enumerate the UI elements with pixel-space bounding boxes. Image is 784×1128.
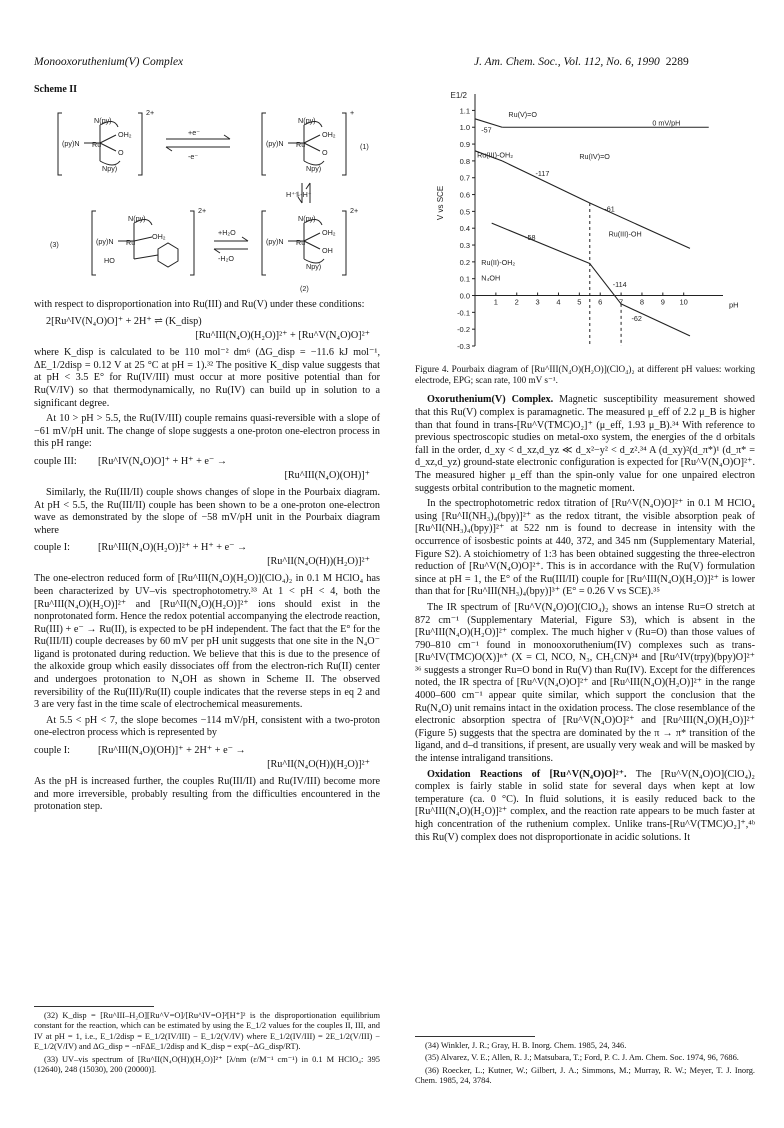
x-tick-label: 9 xyxy=(660,297,665,307)
chart-annotation: -58 xyxy=(525,232,536,242)
y-tick-label: 0.5 xyxy=(459,207,470,217)
y-tick-label: -0.1 xyxy=(457,308,470,318)
charge-label: 2+ xyxy=(350,205,359,215)
equation xyxy=(34,541,380,569)
x-tick-label: 5 xyxy=(577,297,582,307)
paragraph: At 5.5 < pH < 7, the slope becomes −114 mV/pH, consistent with a two-proton one-electron process which is represented by xyxy=(34,714,380,739)
right-column xyxy=(415,80,755,847)
paragraph-text: Magnetic susceptibility measurement showed that this Ru(V) complex is paramagnetic. The measured μ_eff of 2.2 μ_B is higher than that found in trans-[Ru^V(TMC)O₂]⁺ (μ_eff, 1.93 μ_B).³⁴ With reference to previous spectroscopic studies on metal-oxo system, the energies of the d orbitals fall in the order, d_xy < d_xz,d_yz ≪ d_x²−y² < d_z².³⁴ A (d_xy)²(d_π*)¹ (d_π* = d_xz,d_yz) ground-state electronic configuration is expected for [Ru^V(N₄O)O]²⁺. The measured higher μ_eff than the spin-only value for one unpaired electron suggests orbital contribution to the magnetic moment. xyxy=(415,394,756,494)
arrow-label: -H₂O xyxy=(218,253,234,263)
scheme-label: N(py) xyxy=(298,115,316,125)
footnote-rule xyxy=(415,1036,535,1037)
footnote-rule xyxy=(34,1006,154,1007)
left-column xyxy=(34,84,380,817)
scheme-number: (2) xyxy=(300,283,309,293)
scheme-label: Npy) xyxy=(306,261,322,271)
chart-annotation: -62 xyxy=(631,313,642,323)
chart-annotation: -61 xyxy=(604,204,615,214)
x-tick-label: 8 xyxy=(639,297,645,307)
scheme-label: Npy) xyxy=(102,163,118,173)
journal-name: J. Am. Chem. Soc., Vol. 112, No. 6, 1990 xyxy=(474,56,660,68)
scheme-ii-figure xyxy=(34,99,380,299)
equation-line: [Ru^III(N₄O)(OH)]⁺ + 2H⁺ + e⁻ → xyxy=(98,745,246,757)
figure-caption: Figure 4. Pourbaix diagram of [Ru^III(N₄O)(H₂O)](ClO₄)₂ at different pH values: working electrode, EPG; scan rate, 100 mV s⁻¹. xyxy=(415,364,755,386)
chart-annotation: Ru(III)-OH xyxy=(608,229,642,239)
x-tick-label: 2 xyxy=(514,297,519,307)
pourbaix-chart xyxy=(415,80,755,360)
paragraph-text: The [Ru^V(N₄O)O](ClO₄)₂ complex is fairly stable in solid state for several days when kept at low temperature (ca. 0 °C). In fluid solutions, it is easily reduced back to the [Ru^III(N₄O)(H₂O)]²⁺ complex, and the reaction rate appears to be much faster at high concentration of the ruthenium complex. Unlike trans-[Ru^V(TMC)O₂]⁺,⁴ᵇ this Ru(V) complex does not disproportionate in acidic solutions. It xyxy=(415,768,755,843)
chart-layer xyxy=(436,91,739,351)
scheme-label: OH₂ xyxy=(118,129,132,139)
y-axis-top-label: E1/2 xyxy=(450,91,467,100)
footnote: (34) Winkler, J. R.; Gray, H. B. Inorg. Chem. 1985, 24, 346. xyxy=(425,1041,627,1050)
scheme-label: O xyxy=(322,147,328,157)
scheme-label: Npy) xyxy=(306,163,322,173)
scheme-title: Scheme II xyxy=(34,84,78,95)
scheme-label: Ru xyxy=(126,237,136,247)
y-tick-label: -0.2 xyxy=(457,325,470,335)
y-tick-label: 1.0 xyxy=(459,123,470,133)
chart-annotation: -114 xyxy=(612,280,627,290)
scheme-label: OH₂ xyxy=(152,231,166,241)
x-tick-label: 3 xyxy=(535,297,540,307)
journal-citation xyxy=(474,56,689,68)
equation-line: 2[Ru^IV(N₄O)O]⁺ + 2H⁺ ⇌ (K_disp) xyxy=(46,316,202,328)
y-tick-label: 0.2 xyxy=(459,257,470,267)
x-tick-label: 4 xyxy=(556,297,561,307)
section-heading: Oxoruthenium(V) Complex. xyxy=(427,394,554,406)
x-axis-label: pH xyxy=(729,300,739,310)
scheme-label: Ru xyxy=(296,139,306,149)
x-tick-label: 1 xyxy=(493,297,498,307)
x-tick-label: 6 xyxy=(598,297,603,307)
paragraph: where K_disp is calculated to be 110 mol⁻² dm⁶ (ΔG_disp = −11.6 kJ mol⁻¹, ΔE_1/2disp = 0.12 V at 25 °C at pH = 1).³² The positive K_disp value suggests that at pH < 3.5 E° for Ru(IV/III) must occur at more positive potential than for Ru(V/IV) so that thermodynamically, no Ru(IV) can build up in solution to a significant degree. xyxy=(34,347,380,409)
equation-line: [Ru^III(N₄O)(H₂O)]²⁺ + [Ru^V(N₄O)O]²⁺ xyxy=(195,330,370,342)
equation xyxy=(34,744,380,772)
y-axis-label: V vs SCE xyxy=(436,185,445,221)
arrow-label: +H₂O xyxy=(218,227,236,237)
arrow-label: H⁺⥮-H⁺ xyxy=(286,189,312,199)
chart-annotation: -117 xyxy=(535,169,550,179)
equation-line: [Ru^III(N₄O)(OH)]⁺ xyxy=(284,469,370,481)
footnote: (32) K_disp = [Ru^III–H₂O][Ru^V=O]/[Ru^IV=O]²[H⁺]² is the disproportionation equilibrium constant for the reaction, which can be estimated by using the E_1/2 values for the couples II, III, and IV at pH = 1, i.e., E_1/2disp = E_1/2(IV/III) − E_1/2(V/IV) where E_1/2(IV/III) = 2E_1/2(V/III) − E_1/2(V/IV) and ΔG_disp = −nFΔE_1/2disp and K_disp = exp(−ΔG_disp/RT). xyxy=(34,1011,380,1052)
y-tick-label: -0.3 xyxy=(457,342,470,351)
scheme-label: (py)N xyxy=(266,138,284,148)
y-tick-label: 0.6 xyxy=(459,190,470,200)
chart-annotation: Ru(II)-OH₂ xyxy=(481,258,516,268)
scheme-label: N(py) xyxy=(298,213,316,223)
y-tick-label: 0.8 xyxy=(459,156,470,166)
series-line xyxy=(502,161,590,203)
y-tick-label: 0.1 xyxy=(459,274,470,284)
paragraph: The IR spectrum of [Ru^V(N₄O)O](ClO₄)₂ shows an intense Ru=O stretch at 872 cm⁻¹ (Supplementary Material, Figure S3), which is absent in the [Ru^III(N₄O)(H₂O)]²⁺ complex. The much higher ν (Ru=O) than those values of 790–810 cm⁻¹ found in monooxoruthenium(IV) complexes such as trans-[Ru^IV(TMC)O(X)]ⁿ⁺ (X = Cl, NCO, N₃, CH₃CN)³⁴ and [Ru^IV(trpy)(bpy)O]²⁺ ³⁶ suggests a stronger Ru=O bond in Ru(V) than Ru(IV). Except for the differences noted, the IR spectra of [Ru^V(N₄O)O]²⁺ and [Ru^III(N₄O)(H₂O)]²⁺ in the range 4000–600 cm⁻¹ appear quite similar, which support the conclusion that the Ru(N₄O) unit remains intact in the oxidation process. The close resemblance of the electronic absorption spectra of [Ru^V(N₄O)O]²⁺ and [Ru^III(N₄O)(H₂O)]²⁺ (Figure 5) suggests that the spectra are dominated by the π → π* transition of the ligand, and d–d transitions, if present, are usually very weak and will be masked by the intense intraligand transitions. xyxy=(415,601,755,765)
chart-annotation: N₄OH xyxy=(481,273,501,283)
chart-annotation: Ru(III)-OH₂ xyxy=(477,150,514,160)
y-tick-label: 0.4 xyxy=(459,224,470,234)
scheme-label: O xyxy=(118,147,124,157)
arrow-label: -e⁻ xyxy=(188,151,199,161)
chart-annotation: -57 xyxy=(481,125,492,135)
paragraph xyxy=(415,769,755,845)
couple-label: couple I: xyxy=(34,542,70,554)
chart-annotation: 0 mV/pH xyxy=(652,118,681,128)
scheme-number: (1) xyxy=(360,141,369,151)
equation-line: [Ru^II(N₄O(H))(H₂O)]²⁺ xyxy=(267,556,370,568)
scheme-label: (py)N xyxy=(96,236,114,246)
scheme-number: (3) xyxy=(50,239,59,249)
footnote: (33) UV–vis spectrum of [Ru^II(N₄O(H))(H₂O)]²⁺ [λ/nm (ε/M⁻¹ cm⁻¹) in 0.1 M HClO₄: 395 (12640), 248 (15030), 200 (20000)]. xyxy=(34,1054,380,1075)
paragraph: As the pH is increased further, the couples Ru(III/II) and Ru(IV/III) become more and more irreversible, probably resulting from the difficulties encountered in the protonation step. xyxy=(34,776,380,813)
scheme-label: (py)N xyxy=(62,138,80,148)
paragraph: The one-electron reduced form of [Ru^III(N₄O)(H₂O)](ClO₄)₂ in 0.1 M HClO₄ has been characterized by UV–vis spectrophotometry.³³ At 1 < pH < 4, both the [Ru^III(N₄O)(H₂O)]²⁺ and [Ru^II(N₄O)(H₂O)]²⁺ ions should exist in the nonprotonated form. Hence the redox potential accompanying the electrode reaction, Ru(III) + e⁻ → Ru(II), is expected to be pH independent. The fact that the E° for the Ru(III/II) couple decreases by 60 mV per pH unit suggests that one site in the N₄O⁻ ligand is protonated during reduction. We believe that this is due to the presence of the alkoxide group which easily dissociates off from the electron-rich Ru(II) center and undergoes protonation to N₄OH as shown in Scheme II. The observed reversibility of the Ru(III)/Ru(II) couple indicates that the reverse steps in eq 2 and 3 are very fast in the time scale of electrochemical measurements. xyxy=(34,573,380,711)
scheme-label: Ru xyxy=(92,139,102,149)
equation xyxy=(34,455,380,483)
couple-label: couple III: xyxy=(34,455,77,467)
running-head: Monooxoruthenium(V) Complex xyxy=(34,56,184,68)
scheme-label: N(py) xyxy=(128,213,146,223)
arrow-label: +e⁻ xyxy=(188,127,200,137)
scheme-label: (py)N xyxy=(266,236,284,246)
y-tick-label: 0.0 xyxy=(459,291,470,301)
scheme-label: OH₂ xyxy=(322,227,336,237)
charge-label: 2+ xyxy=(198,205,207,215)
y-tick-label: 0.7 xyxy=(459,173,470,183)
charge-label: + xyxy=(350,107,355,117)
left-footnotes xyxy=(34,1000,380,1077)
right-footnotes xyxy=(415,1030,755,1089)
equation-line: [Ru^III(N₄O)(H₂O)]²⁺ + H⁺ + e⁻ → xyxy=(98,542,248,554)
paragraph: At 10 > pH > 5.5, the Ru(IV/III) couple remains quasi-reversible with a slope of −61 mV/pH unit. The change of slope suggests a one-proton one-electron process in this pH range: xyxy=(34,413,380,450)
page-number: 2289 xyxy=(665,56,689,68)
chart-annotation: Ru(V)=O xyxy=(508,110,537,120)
x-tick-label: 10 xyxy=(679,297,688,307)
scheme-label: OH₂ xyxy=(322,129,336,139)
footnote: (35) Alvarez, V. E.; Allen, R. J.; Matsubara, T.; Ford, P. C. J. Am. Chem. Soc. 1974, 96, 7686. xyxy=(425,1053,739,1063)
chart-annotation: Ru(IV)=O xyxy=(579,152,610,162)
section-heading: Oxidation Reactions of [Ru^V(N₄O)O]²⁺. xyxy=(427,768,627,780)
scheme-label: HO xyxy=(104,255,115,265)
equation-line: [Ru^II(N₄O(H))(H₂O)]²⁺ xyxy=(267,759,370,771)
footnote: (36) Roecker, L.; Kutner, W.; Gilbert, J. A.; Simmons, M.; Murray, R. W.; Meyer, T. J. Inorg. Chem. 1985, 24, 3784. xyxy=(415,1065,755,1086)
y-tick-label: 0.9 xyxy=(459,140,470,150)
couple-label: couple I: xyxy=(34,745,70,757)
y-tick-label: 1.1 xyxy=(459,106,470,116)
equation-line: [Ru^IV(N₄O)O]⁺ + H⁺ + e⁻ → xyxy=(98,455,228,467)
paragraph: In the spectrophotometric redox titration of [Ru^V(N₄O)O]²⁺ in 0.1 M HClO₄ using [Ru^II(NH₃)₄(bpy)]²⁺ as the redox titrant, the visible absorption peak of [Ru^II(NH₃)₄(bpy)]²⁺ at 522 nm is found to decrease in intensity with the occurrence of isosbestic points at 440, 372, and 345 nm (Supplementary Material, Figure S2). A stoichiometry of 1:3 has been obtained suggesting the three-electron reduction of [Ru^V(N₄O)O]²⁺. This is in accordance with the Ru(V) formulation since at pH = 1, the E° of the Ru(III/II) couple for [Ru^III(N₄O)(H₂O)]²⁺ is lower than that for [Ru^III(NH₃)₄(bpy)]³⁺ (E° = 0.26 V vs SCE).³⁵ xyxy=(415,498,755,598)
charge-label: 2+ xyxy=(146,107,155,117)
paragraph: with respect to disproportionation into Ru(III) and Ru(V) under these conditions: xyxy=(34,298,365,310)
scheme-label: N(py) xyxy=(94,115,112,125)
scheme-label: Ru xyxy=(296,237,306,247)
paragraph: Similarly, the Ru(III/II) couple shows changes of slope in the Pourbaix diagram. At pH < 5.5, the Ru(III/II) couple has been shown to be a one-proton one-electron wave as demonstrated by the slope of −58 mV/pH unit in the Pourbaix diagram where xyxy=(34,486,380,536)
x-tick-label: 7 xyxy=(619,297,624,307)
paragraph xyxy=(415,394,755,495)
y-tick-label: 0.3 xyxy=(459,241,470,251)
equation xyxy=(34,315,380,343)
scheme-label: OH xyxy=(322,245,333,255)
